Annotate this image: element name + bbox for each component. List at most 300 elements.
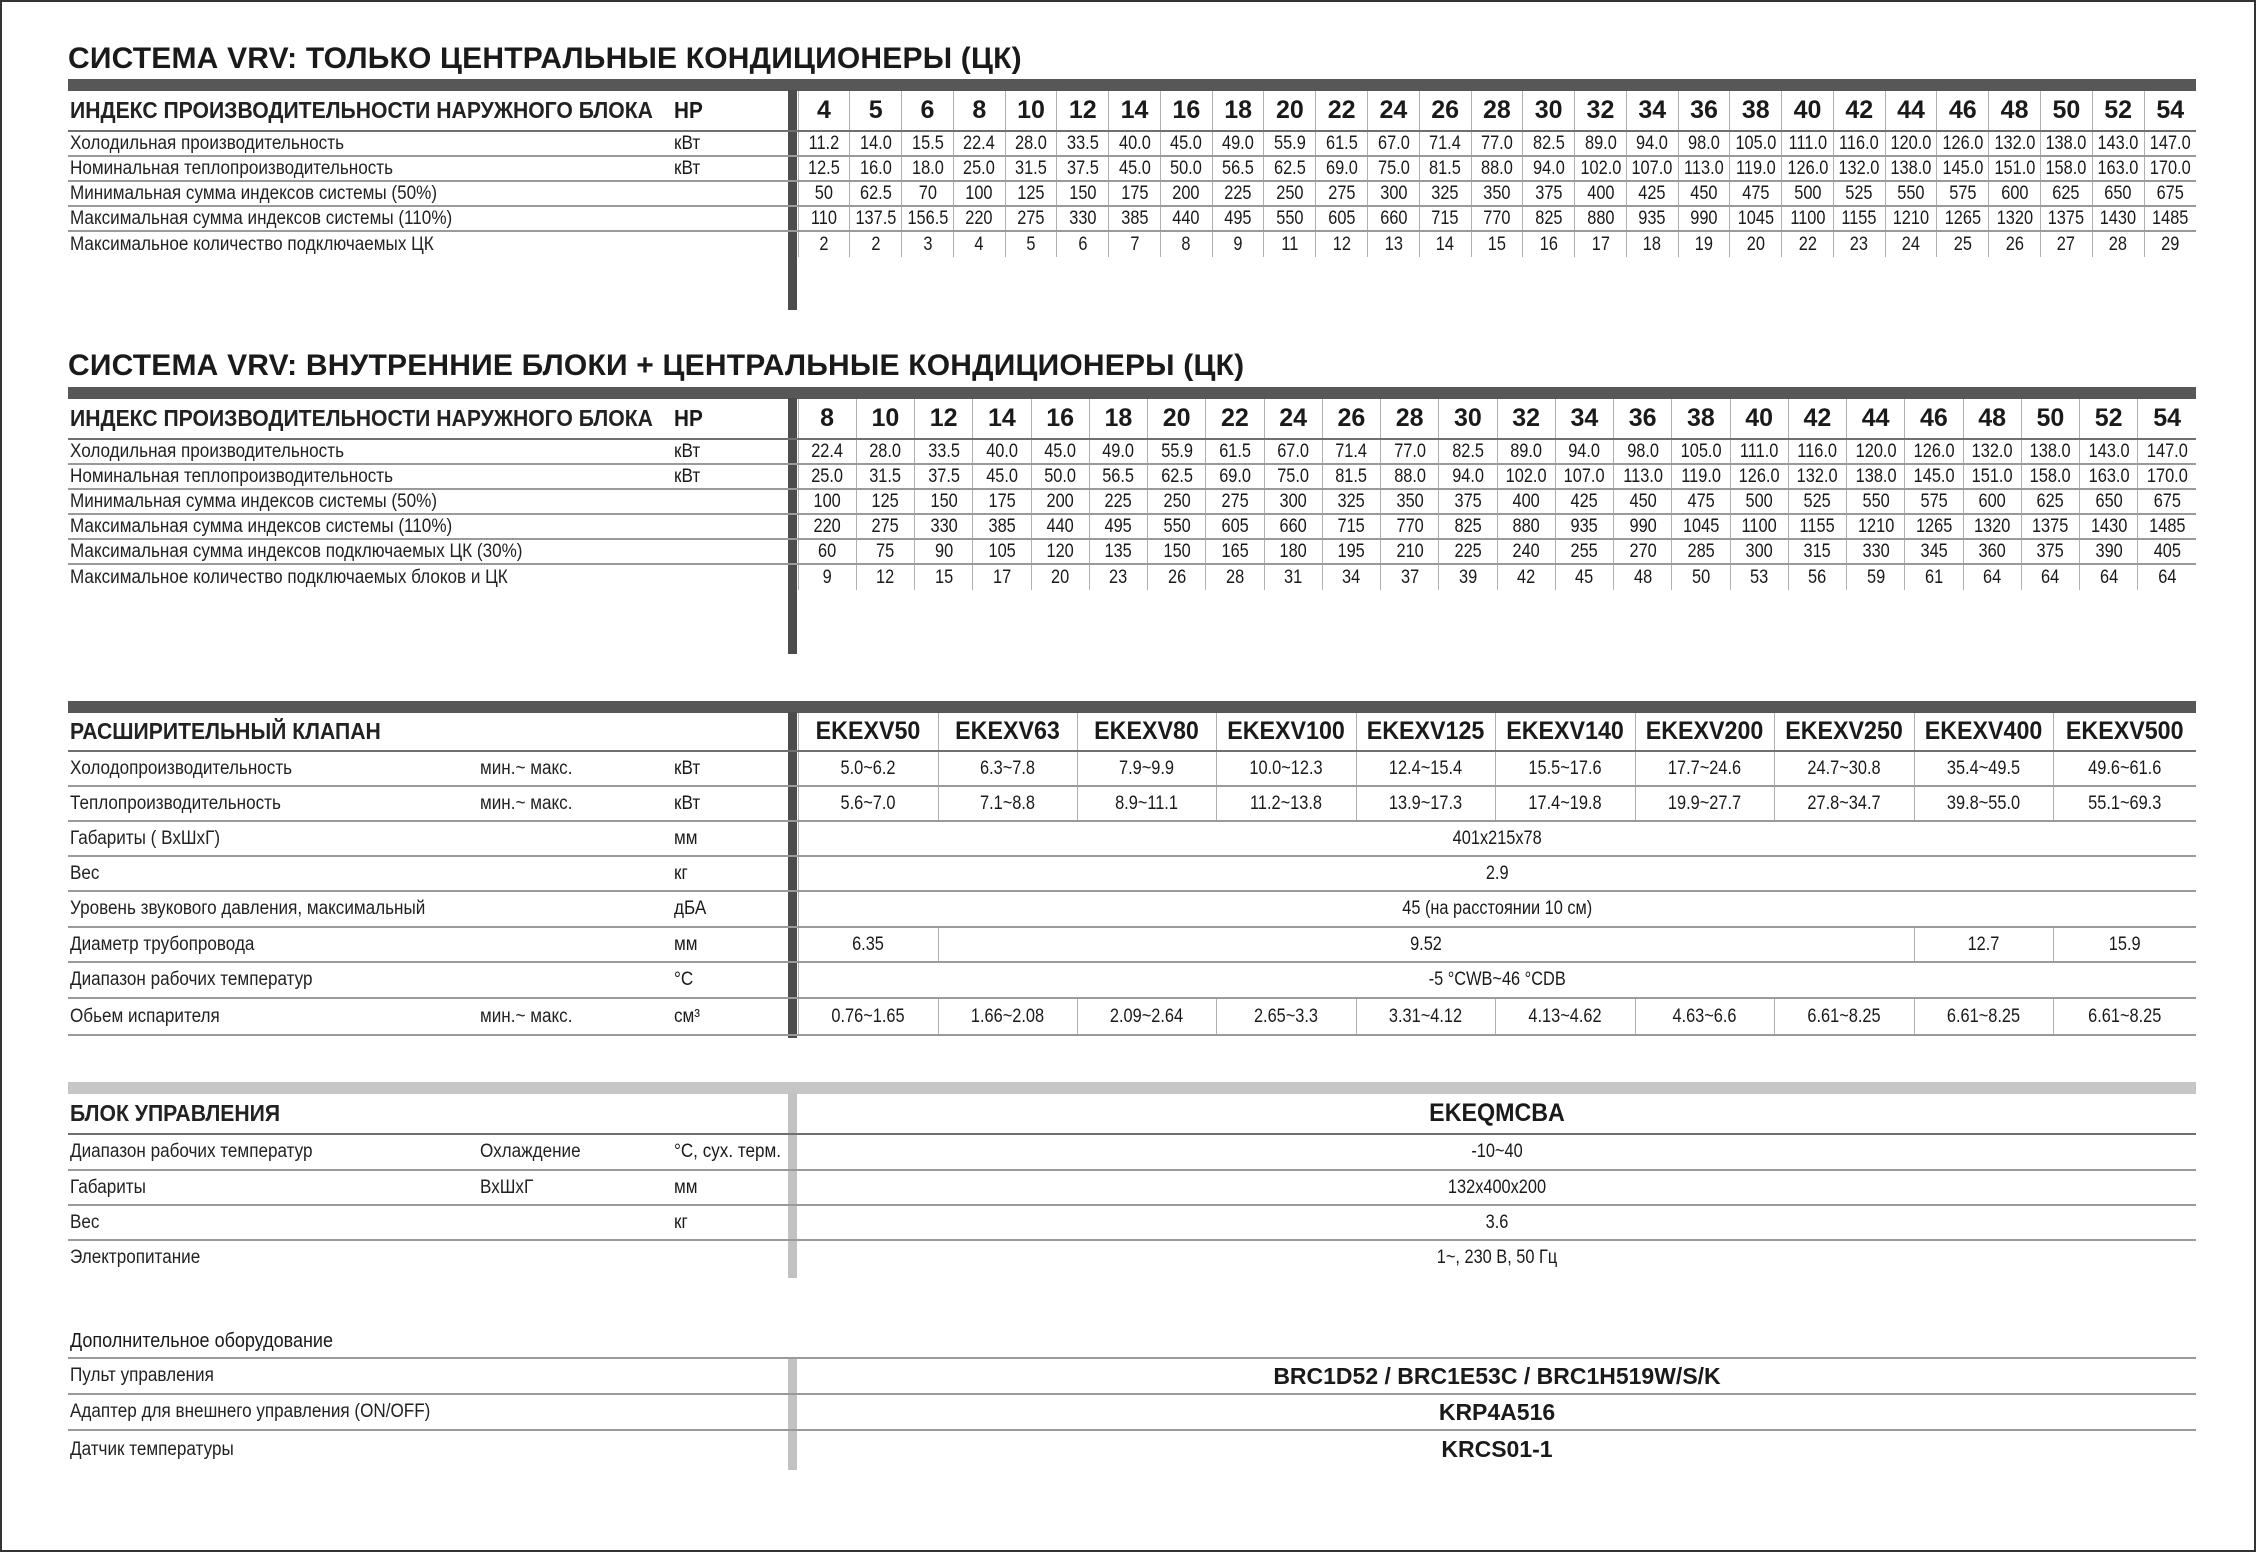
hp-index-cell: 30 xyxy=(1439,399,1497,439)
value-cell: 23 xyxy=(1093,564,1143,590)
hp-index-cell: 46 xyxy=(1937,91,1989,131)
value-cell: 255 xyxy=(1559,539,1609,564)
valve-model: EKEXV50 xyxy=(803,713,933,751)
spec-row xyxy=(68,206,2196,231)
value-cell: 28 xyxy=(2096,231,2141,257)
value-cell: 14.0 xyxy=(853,131,898,156)
value-cell: 132.0 xyxy=(1837,156,1882,181)
value-cell: KRP4A516 xyxy=(798,1394,2196,1430)
value-cell: 12.5 xyxy=(802,156,847,181)
value-cell: 325 xyxy=(1423,181,1468,206)
valve-model: EKEXV140 xyxy=(1500,713,1630,751)
value-cell: 600 xyxy=(1992,181,2037,206)
row-unit xyxy=(668,231,789,257)
value-cell: 64 xyxy=(1967,564,2017,590)
value-cell: 69.0 xyxy=(1319,156,1364,181)
hp-index-cell: 36 xyxy=(1614,399,1672,439)
value-cell: 175 xyxy=(1112,181,1157,206)
section2-table xyxy=(68,399,2196,590)
value-cell: 56.5 xyxy=(1093,464,1143,489)
value-cell: 13 xyxy=(1371,231,1416,257)
value-cell: 45 (на расстоянии 10 см) xyxy=(896,891,2098,927)
section3-table xyxy=(68,713,2196,1036)
section1-top-bar xyxy=(68,79,2196,91)
hp-index-cell: 16 xyxy=(1160,91,1212,131)
value-cell: 100 xyxy=(802,489,852,514)
value-cell: 11.2~13.8 xyxy=(1226,786,1346,821)
value-cell: 195 xyxy=(1326,539,1376,564)
row-unit: кВт xyxy=(668,439,789,464)
value-cell: 75.0 xyxy=(1268,464,1318,489)
value-cell: 147.0 xyxy=(2148,131,2193,156)
row-unit: дБА xyxy=(668,891,789,927)
value-cell: 45.0 xyxy=(1035,439,1085,464)
value-cell: 81.5 xyxy=(1326,464,1376,489)
value-cell: 34 xyxy=(1326,564,1376,590)
value-cell: 102.0 xyxy=(1501,464,1551,489)
value-cell: 4.63~6.6 xyxy=(1645,998,1765,1035)
value-cell: 5.6~7.0 xyxy=(808,786,928,821)
value-cell: 28 xyxy=(1210,564,1260,590)
hp-index-cell: 36 xyxy=(1678,91,1730,131)
value-cell: 55.9 xyxy=(1152,439,1202,464)
value-cell: 25 xyxy=(1941,231,1986,257)
value-cell: 715 xyxy=(1423,206,1468,231)
value-cell: 170.0 xyxy=(2142,464,2192,489)
value-cell: 220 xyxy=(802,514,852,539)
hp-index-cell: 12 xyxy=(1057,91,1109,131)
value-cell: 137.5 xyxy=(853,206,898,231)
row-unit: кг xyxy=(668,1205,789,1240)
hp-index-cell: 18 xyxy=(1212,91,1264,131)
value-cell: 17 xyxy=(977,564,1027,590)
value-cell: 2.9 xyxy=(896,856,2098,891)
value-cell: 625 xyxy=(2044,181,2089,206)
value-cell: 20 xyxy=(1733,231,1778,257)
value-cell: 126.0 xyxy=(1734,464,1784,489)
value-cell: 375 xyxy=(2025,539,2075,564)
value-cell: 225 xyxy=(1093,489,1143,514)
hp-index-cell: 22 xyxy=(1206,399,1264,439)
value-cell: 22.4 xyxy=(957,131,1002,156)
row-label: Максимальная сумма индексов системы (110%) xyxy=(68,206,668,231)
valve-model: EKEXV200 xyxy=(1640,713,1769,751)
value-cell: 45.0 xyxy=(1164,131,1209,156)
row-unit: см³ xyxy=(668,998,789,1035)
spec-row xyxy=(68,514,2196,539)
value-cell: 225 xyxy=(1216,181,1261,206)
value-cell: 12.7 xyxy=(1924,927,2044,962)
value-cell: 8.9~11.1 xyxy=(1087,786,1207,821)
spec-row xyxy=(68,539,2196,564)
control-weight-row xyxy=(68,1205,2196,1240)
accessories-title: Дополнительное оборудование xyxy=(70,1330,333,1352)
value-cell: 64 xyxy=(2084,564,2134,590)
value-cell: 150 xyxy=(1061,181,1106,206)
value-cell: 1~, 230 В, 50 Гц xyxy=(1436,1247,1558,1268)
row-label: Холодильная производительность xyxy=(68,131,668,156)
value-cell: 53 xyxy=(1734,564,1784,590)
value-cell: 3.31~4.12 xyxy=(1366,998,1486,1035)
value-cell: 9 xyxy=(802,564,852,590)
row-unit: мм xyxy=(668,927,789,962)
value-cell: 12 xyxy=(1319,231,1364,257)
hp-index-cell: 10 xyxy=(856,399,914,439)
value-cell: 5 xyxy=(1009,231,1054,257)
row-label: Вес xyxy=(68,1205,478,1240)
value-cell: 67.0 xyxy=(1371,131,1416,156)
value-cell: 111.0 xyxy=(1785,131,1830,156)
row-label: Уровень звукового давления, максимальный xyxy=(68,891,668,927)
value-cell: 330 xyxy=(919,514,969,539)
value-cell: 143.0 xyxy=(2096,131,2141,156)
row-unit: кВт xyxy=(668,131,789,156)
hp-index-cell: 46 xyxy=(1905,399,1963,439)
value-cell: 27 xyxy=(2044,231,2089,257)
control-dims-row xyxy=(68,1170,2196,1205)
hp-index-cell: 32 xyxy=(1575,91,1627,131)
value-cell: 22.4 xyxy=(802,439,852,464)
value-cell: 650 xyxy=(2096,181,2141,206)
hp-header-row xyxy=(68,91,2196,131)
value-cell: -5 °CWB~46 °CDB xyxy=(896,962,2098,998)
section2-top-bar xyxy=(68,387,2196,399)
value-cell: 16.0 xyxy=(853,156,898,181)
value-cell: 24 xyxy=(1889,231,1934,257)
value-cell: 24.7~30.8 xyxy=(1784,751,1904,786)
value-cell: 825 xyxy=(1526,206,1571,231)
row-label: Вес xyxy=(68,856,478,891)
value-cell: 2.09~2.64 xyxy=(1087,998,1207,1035)
hp-index-cell: 50 xyxy=(2040,91,2092,131)
hp-index-cell: 14 xyxy=(973,399,1031,439)
value-cell: 37 xyxy=(1385,564,1435,590)
value-cell: 770 xyxy=(1385,514,1435,539)
hp-index-cell: 16 xyxy=(1031,399,1089,439)
value-cell: 300 xyxy=(1371,181,1416,206)
valve-model: EKEXV80 xyxy=(1082,713,1211,751)
value-cell: 180 xyxy=(1268,539,1318,564)
section1-table xyxy=(68,91,2196,257)
value-cell: 88.0 xyxy=(1385,464,1435,489)
value-cell: 300 xyxy=(1268,489,1318,514)
value-cell: 132.0 xyxy=(1992,131,2037,156)
value-cell: 116.0 xyxy=(1792,439,1842,464)
spec-row xyxy=(68,564,2196,590)
row-label: Минимальная сумма индексов системы (50%) xyxy=(68,181,668,206)
row-label: Холодопроизводительность xyxy=(68,751,478,786)
value-cell: 151.0 xyxy=(1992,156,2037,181)
value-cell: 135 xyxy=(1093,539,1143,564)
row-unit: °С, сух. терм. xyxy=(668,1134,789,1170)
value-cell: 69.0 xyxy=(1210,464,1260,489)
row-unit xyxy=(668,489,789,514)
hp-index-cell: 26 xyxy=(1419,91,1471,131)
value-cell: 350 xyxy=(1475,181,1520,206)
value-cell: 660 xyxy=(1268,514,1318,539)
value-cell: 275 xyxy=(1210,489,1260,514)
value-cell: 45 xyxy=(1559,564,1609,590)
section4-table xyxy=(68,1094,2196,1275)
value-cell: 31.5 xyxy=(1009,156,1054,181)
value-cell: 1320 xyxy=(1967,514,2017,539)
valve-dims-row xyxy=(68,821,2196,856)
value-cell: 120 xyxy=(1035,539,1085,564)
value-cell: 1100 xyxy=(1734,514,1784,539)
row-label: Диаметр трубопровода xyxy=(68,927,478,962)
row-label: Габариты xyxy=(68,1170,478,1205)
value-cell: 61 xyxy=(1909,564,1959,590)
value-cell: 37.5 xyxy=(919,464,969,489)
value-cell: 126.0 xyxy=(1909,439,1959,464)
control-temp-row xyxy=(68,1134,2196,1170)
value-cell: 1100 xyxy=(1785,206,1830,231)
value-cell: 71.4 xyxy=(1423,131,1468,156)
value-cell: 62.5 xyxy=(853,181,898,206)
value-cell: 151.0 xyxy=(1967,464,2017,489)
value-cell: KRCS01-1 xyxy=(1441,1436,1553,1462)
value-cell: 15 xyxy=(919,564,969,590)
value-cell: 675 xyxy=(2148,181,2193,206)
value-cell: 605 xyxy=(1210,514,1260,539)
hp-index-cell: 40 xyxy=(1730,399,1788,439)
value-cell: 120.0 xyxy=(1889,131,1934,156)
value-cell: 200 xyxy=(1164,181,1209,206)
hp-index-cell: 5 xyxy=(850,91,902,131)
value-cell: 158.0 xyxy=(2025,464,2075,489)
value-cell: 385 xyxy=(1112,206,1157,231)
value-cell: 82.5 xyxy=(1443,439,1493,464)
value-cell: 475 xyxy=(1733,181,1778,206)
value-cell: 400 xyxy=(1578,181,1623,206)
hp-index-cell: 8 xyxy=(953,91,1005,131)
value-cell: 138.0 xyxy=(2044,131,2089,156)
value-cell: 107.0 xyxy=(1559,464,1609,489)
value-cell: 55.9 xyxy=(1268,131,1313,156)
value-cell: 250 xyxy=(1268,181,1313,206)
hp-index-cell: 44 xyxy=(1847,399,1905,439)
value-cell: 125 xyxy=(1009,181,1054,206)
value-cell: 675 xyxy=(2142,489,2192,514)
value-cell: 6.61~8.25 xyxy=(1924,998,2044,1035)
section2-title: СИСТЕМА VRV: ВНУТРЕННИЕ БЛОКИ + ЦЕНТРАЛЬНЫЕ КОНДИЦИОНЕРЫ (ЦК) xyxy=(68,349,1245,382)
value-cell: 4 xyxy=(957,231,1002,257)
value-cell: 15 xyxy=(1475,231,1520,257)
row-label: Датчик температуры xyxy=(70,1438,234,1460)
value-cell: 19.9~27.7 xyxy=(1645,786,1765,821)
hp-index-cell: 38 xyxy=(1730,91,1782,131)
value-cell: 35.4~49.5 xyxy=(1924,751,2044,786)
value-cell: 89.0 xyxy=(1501,439,1551,464)
spec-row xyxy=(68,131,2196,156)
row-unit: кВт xyxy=(668,751,789,786)
value-cell: 62.5 xyxy=(1152,464,1202,489)
value-cell: 64 xyxy=(2142,564,2192,590)
value-cell: 50 xyxy=(802,181,847,206)
value-cell: 315 xyxy=(1792,539,1842,564)
value-cell: 401x215x78 xyxy=(896,821,2098,856)
value-cell: 88.0 xyxy=(1475,156,1520,181)
value-cell: 105.0 xyxy=(1676,439,1726,464)
hp-index-cell: 52 xyxy=(2080,399,2138,439)
value-cell: 330 xyxy=(1851,539,1901,564)
value-cell: 90 xyxy=(919,539,969,564)
value-cell: 27.8~34.7 xyxy=(1784,786,1904,821)
value-cell: 147.0 xyxy=(2142,439,2192,464)
hp-index-cell: 52 xyxy=(2092,91,2144,131)
value-cell: 405 xyxy=(2142,539,2192,564)
value-cell: 600 xyxy=(1967,489,2017,514)
value-cell: 425 xyxy=(1559,489,1609,514)
value-cell: 1375 xyxy=(2044,206,2089,231)
value-cell: 475 xyxy=(1676,489,1726,514)
value-cell: 1265 xyxy=(1909,514,1959,539)
value-cell: 61.5 xyxy=(1319,131,1364,156)
value-cell: 575 xyxy=(1909,489,1959,514)
row-unit xyxy=(668,181,789,206)
value-cell: 990 xyxy=(1618,514,1668,539)
value-cell: 75 xyxy=(860,539,910,564)
section1-title: СИСТЕМА VRV: ТОЛЬКО ЦЕНТРАЛЬНЫЕ КОНДИЦИОНЕРЫ (ЦК) xyxy=(68,42,1022,75)
value-cell: 2.65~3.3 xyxy=(1226,998,1346,1035)
value-cell: 275 xyxy=(860,514,910,539)
value-cell: 1210 xyxy=(1851,514,1901,539)
row-label: Холодильная производительность xyxy=(68,439,668,464)
control-model: EKEQMCBA xyxy=(847,1094,2147,1134)
value-cell: 16 xyxy=(1526,231,1571,257)
hp-index-cell: 12 xyxy=(915,399,973,439)
spec-row xyxy=(68,489,2196,514)
valve-model: EKEXV100 xyxy=(1221,713,1351,751)
value-cell: 525 xyxy=(1837,181,1882,206)
value-cell: 81.5 xyxy=(1423,156,1468,181)
valve-sound-row xyxy=(68,891,2196,927)
hp-index-cell: 24 xyxy=(1264,399,1322,439)
valve-temp-row xyxy=(68,962,2196,998)
hp-index-cell: 34 xyxy=(1626,91,1678,131)
value-cell: 390 xyxy=(2084,539,2134,564)
value-cell: 145.0 xyxy=(1909,464,1959,489)
accessory-remote-row xyxy=(68,1358,2196,1394)
value-cell: 31 xyxy=(1268,564,1318,590)
value-cell: 120.0 xyxy=(1851,439,1901,464)
value-cell: 825 xyxy=(1443,514,1493,539)
value-cell: 14 xyxy=(1423,231,1468,257)
value-cell: 126.0 xyxy=(1785,156,1830,181)
value-cell: 28.0 xyxy=(1009,131,1054,156)
value-cell: 45.0 xyxy=(1112,156,1157,181)
row-sublabel: Охлаждение xyxy=(478,1134,668,1170)
value-cell: 33.5 xyxy=(919,439,969,464)
valve-model: EKEXV500 xyxy=(2058,713,2191,751)
value-cell: 15.5 xyxy=(905,131,950,156)
value-cell: 89.0 xyxy=(1578,131,1623,156)
value-cell: 132.0 xyxy=(1967,439,2017,464)
value-cell: 26 xyxy=(1992,231,2037,257)
row-unit: HP xyxy=(668,91,789,131)
value-cell: 138.0 xyxy=(2025,439,2075,464)
control-power-row xyxy=(68,1240,2196,1275)
row-label: Номинальная теплопроизводительность xyxy=(68,464,668,489)
value-cell: 1375 xyxy=(2025,514,2075,539)
value-cell: 440 xyxy=(1164,206,1209,231)
value-cell: 425 xyxy=(1630,181,1675,206)
row-label: Теплопроизводительность xyxy=(68,786,478,821)
hp-index-cell: 28 xyxy=(1471,91,1523,131)
value-cell: 250 xyxy=(1152,489,1202,514)
value-cell: 275 xyxy=(1009,206,1054,231)
value-cell: 1045 xyxy=(1733,206,1778,231)
value-cell: 2 xyxy=(853,231,898,257)
value-cell: 325 xyxy=(1326,489,1376,514)
value-cell: 163.0 xyxy=(2096,156,2141,181)
hp-index-cell: 54 xyxy=(2138,399,2196,439)
value-cell: 500 xyxy=(1734,489,1784,514)
value-cell: 29 xyxy=(2148,231,2193,257)
value-cell: 126.0 xyxy=(1941,131,1986,156)
value-cell: 225 xyxy=(1443,539,1493,564)
value-cell: 22 xyxy=(1785,231,1830,257)
value-cell: 42 xyxy=(1501,564,1551,590)
value-cell: 60 xyxy=(802,539,852,564)
value-cell: 12.4~15.4 xyxy=(1366,751,1486,786)
value-cell: 11.2 xyxy=(802,131,847,156)
value-cell: 6 xyxy=(1061,231,1106,257)
hp-index-cell: 8 xyxy=(798,399,856,439)
value-cell: 350 xyxy=(1385,489,1435,514)
value-cell: 440 xyxy=(1035,514,1085,539)
row-unit: мм xyxy=(668,821,789,856)
hp-index-cell: 14 xyxy=(1109,91,1161,131)
value-cell: 660 xyxy=(1371,206,1416,231)
row-sublabel: мин.~ макс. xyxy=(478,786,668,821)
row-unit: кг xyxy=(668,856,789,891)
value-cell: 550 xyxy=(1851,489,1901,514)
value-cell: 100 xyxy=(957,181,1002,206)
spec-row xyxy=(68,439,2196,464)
value-cell: 450 xyxy=(1682,181,1727,206)
value-cell: 17 xyxy=(1578,231,1623,257)
value-cell: 56 xyxy=(1792,564,1842,590)
value-cell: 110 xyxy=(802,206,847,231)
value-cell: 62.5 xyxy=(1268,156,1313,181)
value-cell: 125 xyxy=(860,489,910,514)
valve-cooling-row xyxy=(68,751,2196,786)
hp-index-cell: 54 xyxy=(2144,91,2196,131)
value-cell: 9 xyxy=(1216,231,1261,257)
value-cell: 12 xyxy=(860,564,910,590)
value-cell: 5.0~6.2 xyxy=(808,751,928,786)
value-cell: 375 xyxy=(1526,181,1571,206)
value-cell: 18 xyxy=(1630,231,1675,257)
valve-model: EKEXV125 xyxy=(1361,713,1490,751)
hp-index-cell: 30 xyxy=(1523,91,1575,131)
hp-index-cell: 20 xyxy=(1148,399,1206,439)
value-cell: 39 xyxy=(1443,564,1493,590)
value-cell: 1485 xyxy=(2142,514,2192,539)
value-cell: 143.0 xyxy=(2084,439,2134,464)
value-cell: 935 xyxy=(1630,206,1675,231)
value-cell: 990 xyxy=(1682,206,1727,231)
valve-model: EKEXV63 xyxy=(943,713,1072,751)
value-cell: 132x400x200 xyxy=(896,1170,2098,1205)
row-sublabel: ВхШхГ xyxy=(478,1170,668,1205)
value-cell: 17.7~24.6 xyxy=(1645,751,1765,786)
value-cell: 200 xyxy=(1035,489,1085,514)
value-cell: 375 xyxy=(1443,489,1493,514)
value-cell: 1045 xyxy=(1676,514,1726,539)
value-cell: 240 xyxy=(1501,539,1551,564)
